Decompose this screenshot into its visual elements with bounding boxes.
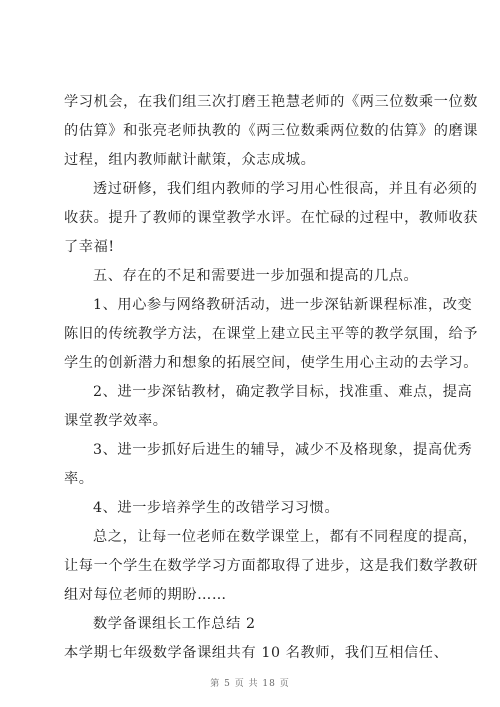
text-line: 率。: [64, 471, 94, 487]
text-line: 2、进一步深钻教材，确定教学目标，找准重、难点，提高: [93, 384, 473, 400]
text-line: 4、进一步培养学生的改错学习习惯。: [93, 500, 340, 516]
text-line: 陈旧的传统教学方法，在课堂上建立民主平等的教学氛围，给予: [64, 326, 479, 342]
text-line: 学生的创新潜力和想象的拓展空间，使学生用心主动的去学习。: [64, 355, 479, 371]
text-line: 的估算》和张亮老师执教的《两三位数乘两位数的估算》的磨课: [64, 123, 479, 139]
text-line: 透过研修，我们组内教师的学习用心性很高，并且有必须的: [93, 181, 478, 197]
text-line: 过程，组内教师献计献策，众志成城。: [64, 152, 316, 168]
section-title: 数学备课组长工作总结 2: [93, 616, 256, 632]
section-heading: 五、存在的不足和需要进一步加强和提高的几点。: [93, 268, 419, 284]
text-line: 本学期七年级数学备课组共有 10 名教师，我们互相信任、: [64, 645, 449, 661]
text-line: 总之，让每一位老师在数学课堂上，都有不同程度的提高，: [93, 529, 478, 545]
text-line: 让每一个学生在数学学习方面都取得了进步，这是我们数学教研: [64, 558, 479, 574]
text-line: 课堂教学效率。: [64, 413, 168, 429]
page-number-footer: 第 5 页 共 18 页: [210, 679, 290, 689]
text-line: 学习机会，在我们组三次打磨王艳慧老师的《两三位数乘一位数: [64, 94, 479, 110]
text-line: 1、用心参与网络教研活动，进一步深钻新课程标准，改变: [93, 297, 473, 313]
text-line: 3、进一步抓好后进生的辅导，减少不及格现象，提高优秀: [93, 442, 473, 458]
text-line: 组对每位老师的期盼……: [64, 587, 227, 603]
text-line: 收获。提升了教师的课堂教学水评。在忙碌的过程中，教师收获: [64, 210, 479, 226]
text-line: 了幸福!: [64, 239, 115, 255]
